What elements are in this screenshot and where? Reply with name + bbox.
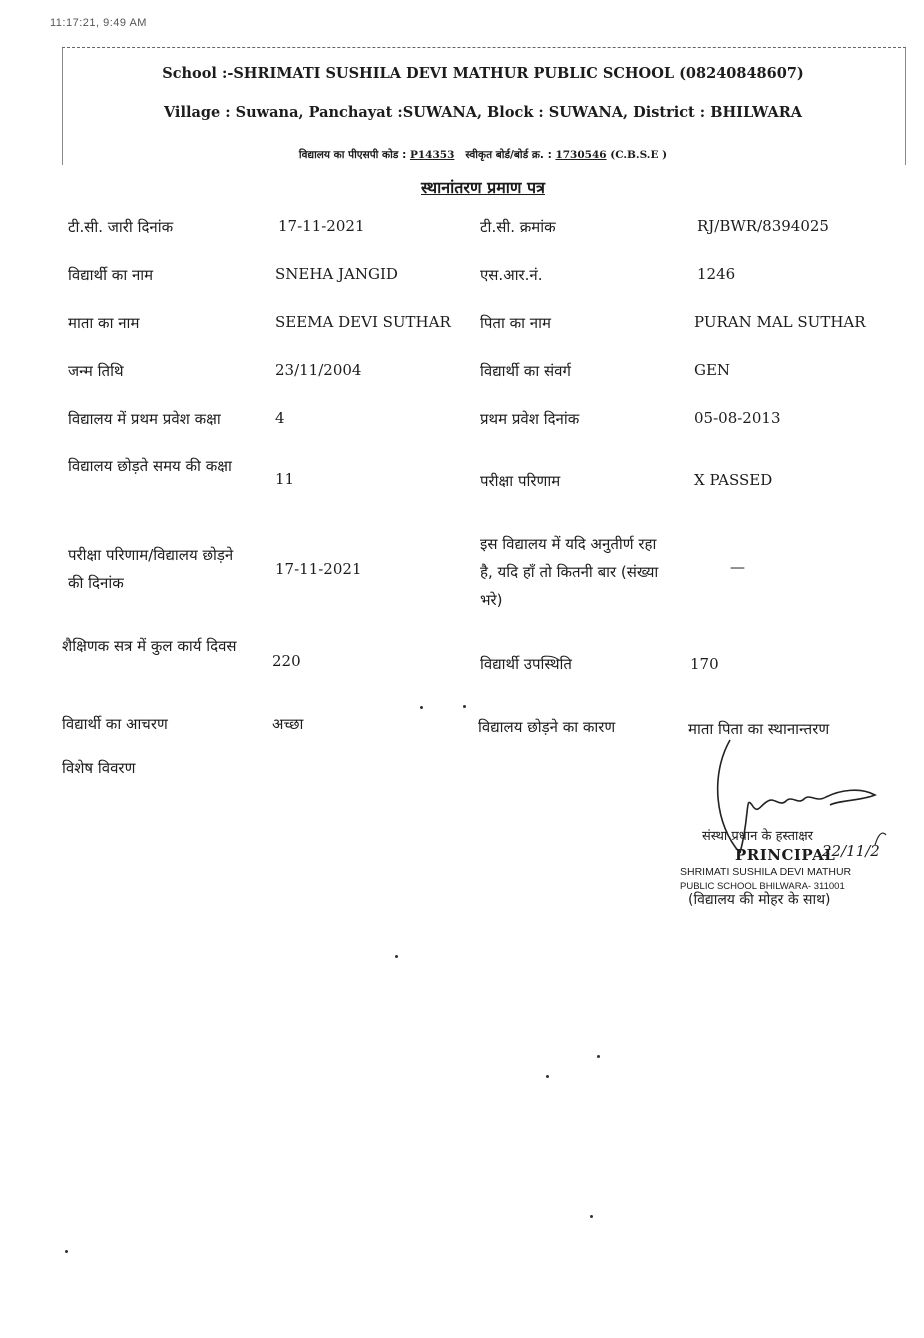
label-student-name: विद्यार्थी का नाम xyxy=(68,266,154,284)
value-first-admission-date: 05-08-2013 xyxy=(694,409,781,427)
label-tc-issue-date: टी.सी. जारी दिनांक xyxy=(68,218,174,236)
seal-note: (विद्यालय की मोहर के साथ) xyxy=(688,892,831,908)
psp-code: P14353 xyxy=(409,149,455,161)
label-remarks: विशेष विवरण xyxy=(62,759,136,777)
board-number: 1730546 xyxy=(555,149,607,161)
label-dob: जन्म तिथि xyxy=(68,362,124,380)
stamp-place: PUBLIC SCHOOL BHILWARA- 311001 xyxy=(680,881,845,892)
scan-speck xyxy=(395,955,398,958)
value-leaving-class: 11 xyxy=(275,470,295,488)
board-label: स्वीकृत बोर्ड/बोर्ड क्र. : xyxy=(465,149,552,161)
signature-date: 22/11/2 xyxy=(822,842,880,860)
value-sr-no: 1246 xyxy=(697,265,736,283)
label-first-admission-class: विद्यालय में प्रथम प्रवेश कक्षा xyxy=(68,410,221,428)
value-mother-name: SEEMA DEVI SUTHAR xyxy=(275,313,451,331)
scan-speck xyxy=(590,1215,593,1218)
scan-speck xyxy=(463,705,466,708)
value-tc-issue-date: 17-11-2021 xyxy=(278,217,365,235)
board-name: (C.B.S.E ) xyxy=(610,149,668,161)
label-first-admission-date: प्रथम प्रवेश दिनांक xyxy=(480,410,580,428)
psp-code-label: विद्यालय का पीएसपी कोड : xyxy=(298,149,407,161)
stamp-school: SHRIMATI SUSHILA DEVI MATHUR xyxy=(680,866,852,878)
school-name-line: School :-SHRIMATI SUSHILA DEVI MATHUR PUBLIC SCHOOL (08240848607) xyxy=(162,65,804,82)
value-result-leaving-date: 17-11-2021 xyxy=(275,560,362,578)
label-working-days: शैक्षिणक सत्र में कुल कार्य दिवस xyxy=(62,637,237,655)
label-result-leaving-date: परीक्षा परिणाम/विद्यालय छोड़ने की दिनांक xyxy=(68,546,234,592)
school-codes-line xyxy=(62,148,904,162)
value-first-admission-class: 4 xyxy=(275,409,285,427)
scan-speck xyxy=(420,706,423,709)
value-failed-count: — xyxy=(730,558,745,576)
value-father-name: PURAN MAL SUTHAR xyxy=(694,313,866,331)
label-failed-count: इस विद्यालय में यदि अनुतीर्ण रहा है, यदि हाँ तो कितनी बार (संख्या भरे) xyxy=(480,535,659,609)
value-dob: 23/11/2004 xyxy=(275,361,362,379)
label-exam-result: परीक्षा परिणाम xyxy=(480,472,561,490)
certificate-title: स्थानांतरण प्रमाण पत्र xyxy=(421,178,545,197)
value-tc-number: RJ/BWR/8394025 xyxy=(697,217,829,235)
label-conduct: विद्यार्थी का आचरण xyxy=(62,715,168,733)
value-leaving-reason: माता पिता का स्थानान्तरण xyxy=(688,720,830,738)
value-attendance: 170 xyxy=(690,655,719,673)
value-category: GEN xyxy=(694,361,731,379)
stamp-title: PRINCIPAL xyxy=(735,846,836,864)
value-student-name: SNEHA JANGID xyxy=(275,265,398,283)
print-timestamp: 11:17:21, 9:49 AM xyxy=(50,17,147,29)
label-category: विद्यार्थी का संवर्ग xyxy=(480,362,571,380)
value-working-days: 220 xyxy=(272,652,301,670)
scan-speck xyxy=(546,1075,549,1078)
label-attendance: विद्यार्थी उपस्थिति xyxy=(480,655,572,673)
label-father-name: पिता का नाम xyxy=(480,314,551,332)
label-tc-number: टी.सी. क्रमांक xyxy=(480,218,556,236)
scan-speck xyxy=(597,1055,600,1058)
value-exam-result: X PASSED xyxy=(694,471,773,489)
village-line: Village : Suwana, Panchayat :SUWANA, Block : SUWANA, District : BHILWARA xyxy=(163,104,803,121)
label-sr-no: एस.आर.नं. xyxy=(480,266,543,284)
label-leaving-class: विद्यालय छोड़ते समय की कक्षा xyxy=(68,457,232,475)
scan-speck xyxy=(65,1250,68,1253)
value-conduct: अच्छा xyxy=(272,715,304,733)
label-leaving-reason: विद्यालय छोड़ने का कारण xyxy=(478,718,616,736)
signature-label: संस्था प्रधान के हस्ताक्षर xyxy=(702,829,813,844)
label-mother-name: माता का नाम xyxy=(68,314,140,332)
